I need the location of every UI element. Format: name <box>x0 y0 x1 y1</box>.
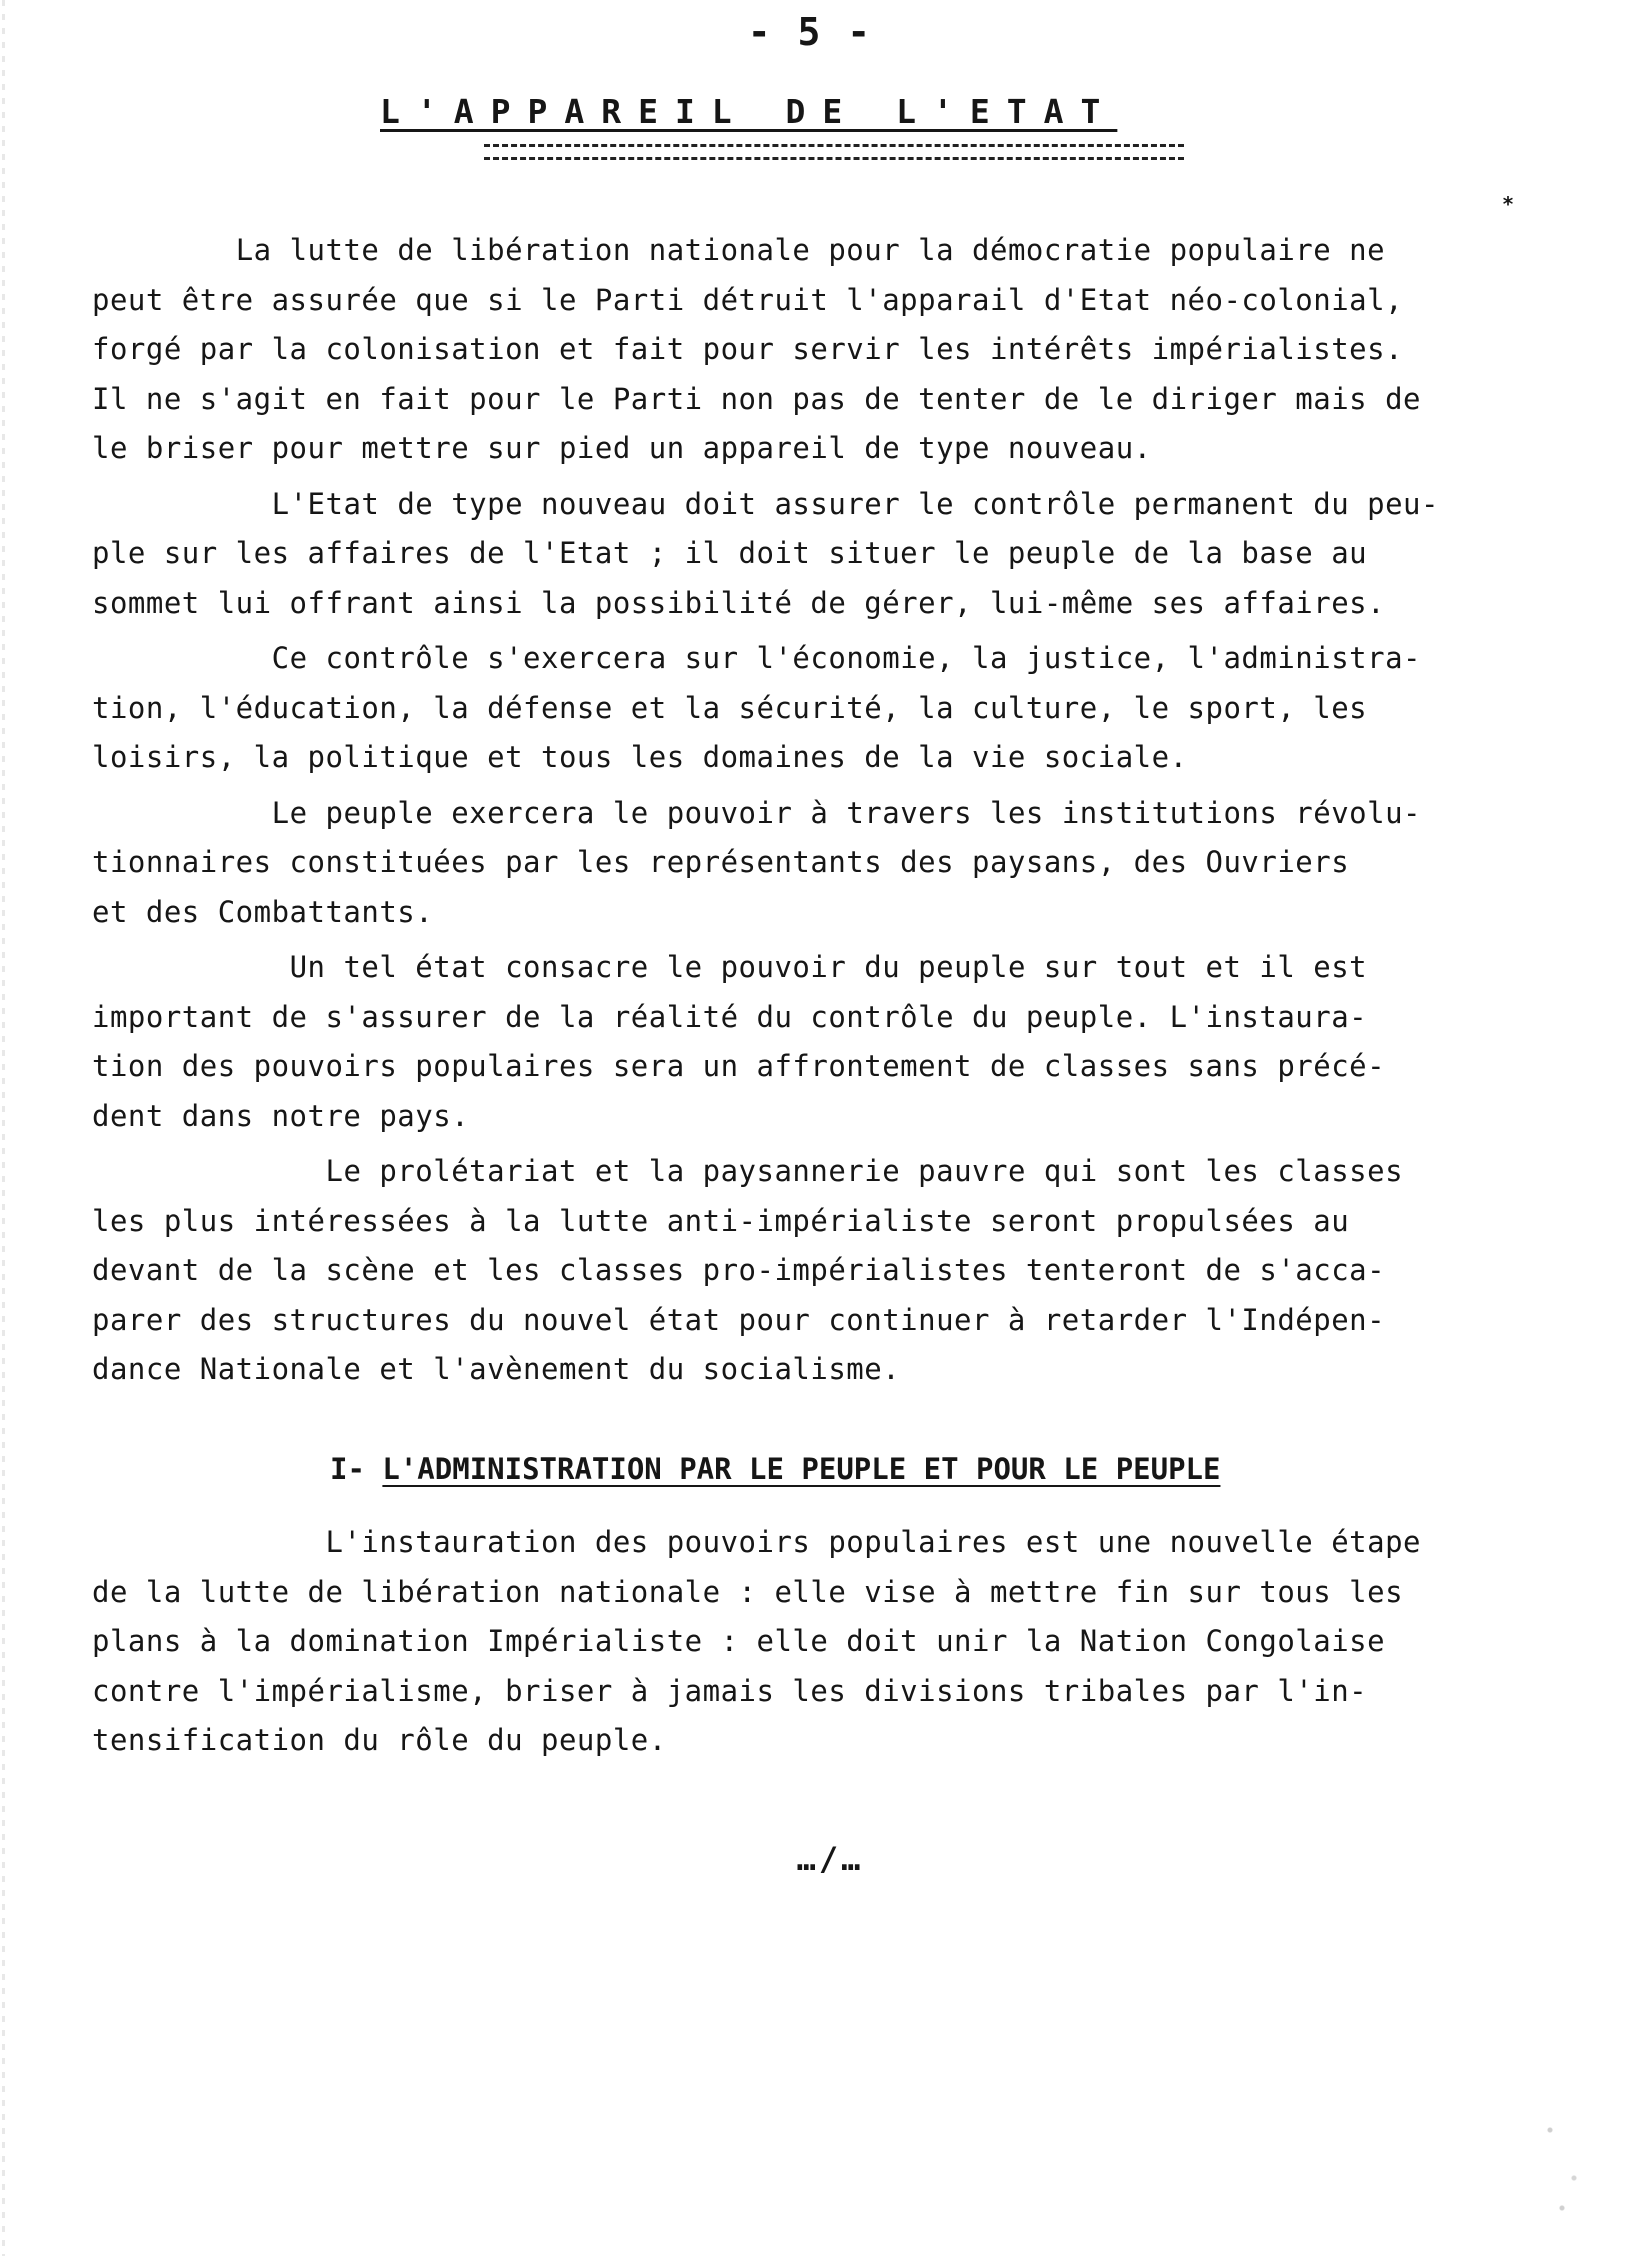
title-double-underline <box>484 144 1184 160</box>
continuation-mark: …/… <box>796 1840 864 1878</box>
scan-specks <box>1532 2106 1592 2226</box>
paragraph-1: La lutte de libération nationale pour la démocratie populaire ne peut être assurée que si le Parti détruit l'apparail d'Etat néo-colonial, forgé par la colonisation et fait pour servir les intérêts impérialistes. Il ne s'agit en fait pour le Parti non pas de tenter de le diriger mais de le briser pour mettre sur pied un appareil de type nouveau. <box>92 233 1422 465</box>
margin-mark: * <box>1502 192 1515 216</box>
paragraph-2: L'Etat de type nouveau doit assurer le contrôle permanent du peu- ple sur les affaires de l'Etat ; il doit situer le peuple de la base au sommet lui offrant ainsi la possibilité de gérer, lui-même ses affaires. <box>92 486 1439 620</box>
title-block <box>380 92 1200 131</box>
scan-edge-marks <box>2 0 5 2256</box>
page-number: - 5 - <box>747 10 873 54</box>
intro-body <box>92 226 1594 1395</box>
paragraph-5: Un tel état consacre le pouvoir du peuple sur tout et il est important de s'assurer de la réalité du contrôle du peuple. L'instaura- tion des pouvoirs populaires sera un affrontement de classes sans précé- dent dans notre pays. <box>92 950 1386 1133</box>
paragraph-4: Le peuple exercera le pouvoir à travers les institutions révolu- tionnaires constituées par les représentants des paysans, des Ouvriers et des Combattants. <box>92 795 1422 929</box>
section-body <box>92 1518 1594 1766</box>
section-title: L'ADMINISTRATION PAR LE PEUPLE ET POUR LE PEUPLE <box>382 1452 1221 1486</box>
section-heading <box>330 1452 1220 1486</box>
paragraph-3: Ce contrôle s'exercera sur l'économie, la justice, l'administra- tion, l'éducation, la défense et la sécurité, la culture, le sport, les loisirs, la politique et tous les domaines de la vie sociale. <box>92 641 1422 774</box>
section-paragraph-1: L'instauration des pouvoirs populaires est une nouvelle étape de la lutte de libération nationale : elle vise à mettre fin sur tous les plans à la domination Impérialiste : elle doit unir la Nation Congolaise contre l'impérialisme, briser à jamais les divisions tribales par l'in- tensification du rôle du peuple. <box>92 1525 1422 1757</box>
paragraph-6: Le prolétariat et la paysannerie pauvre qui sont les classes les plus intéressées à la lutte anti-impérialiste seront propulsées au devant de la scène et les classes pro-impérialistes tenteront de s'acca- parer des structures du nouvel état pour continuer à retarder l'Indépen- dance Nationale et l'avènement du socialisme. <box>92 1154 1404 1386</box>
page-title: L'APPAREIL DE L'ETAT <box>380 92 1118 131</box>
section-number: I- <box>330 1452 365 1486</box>
